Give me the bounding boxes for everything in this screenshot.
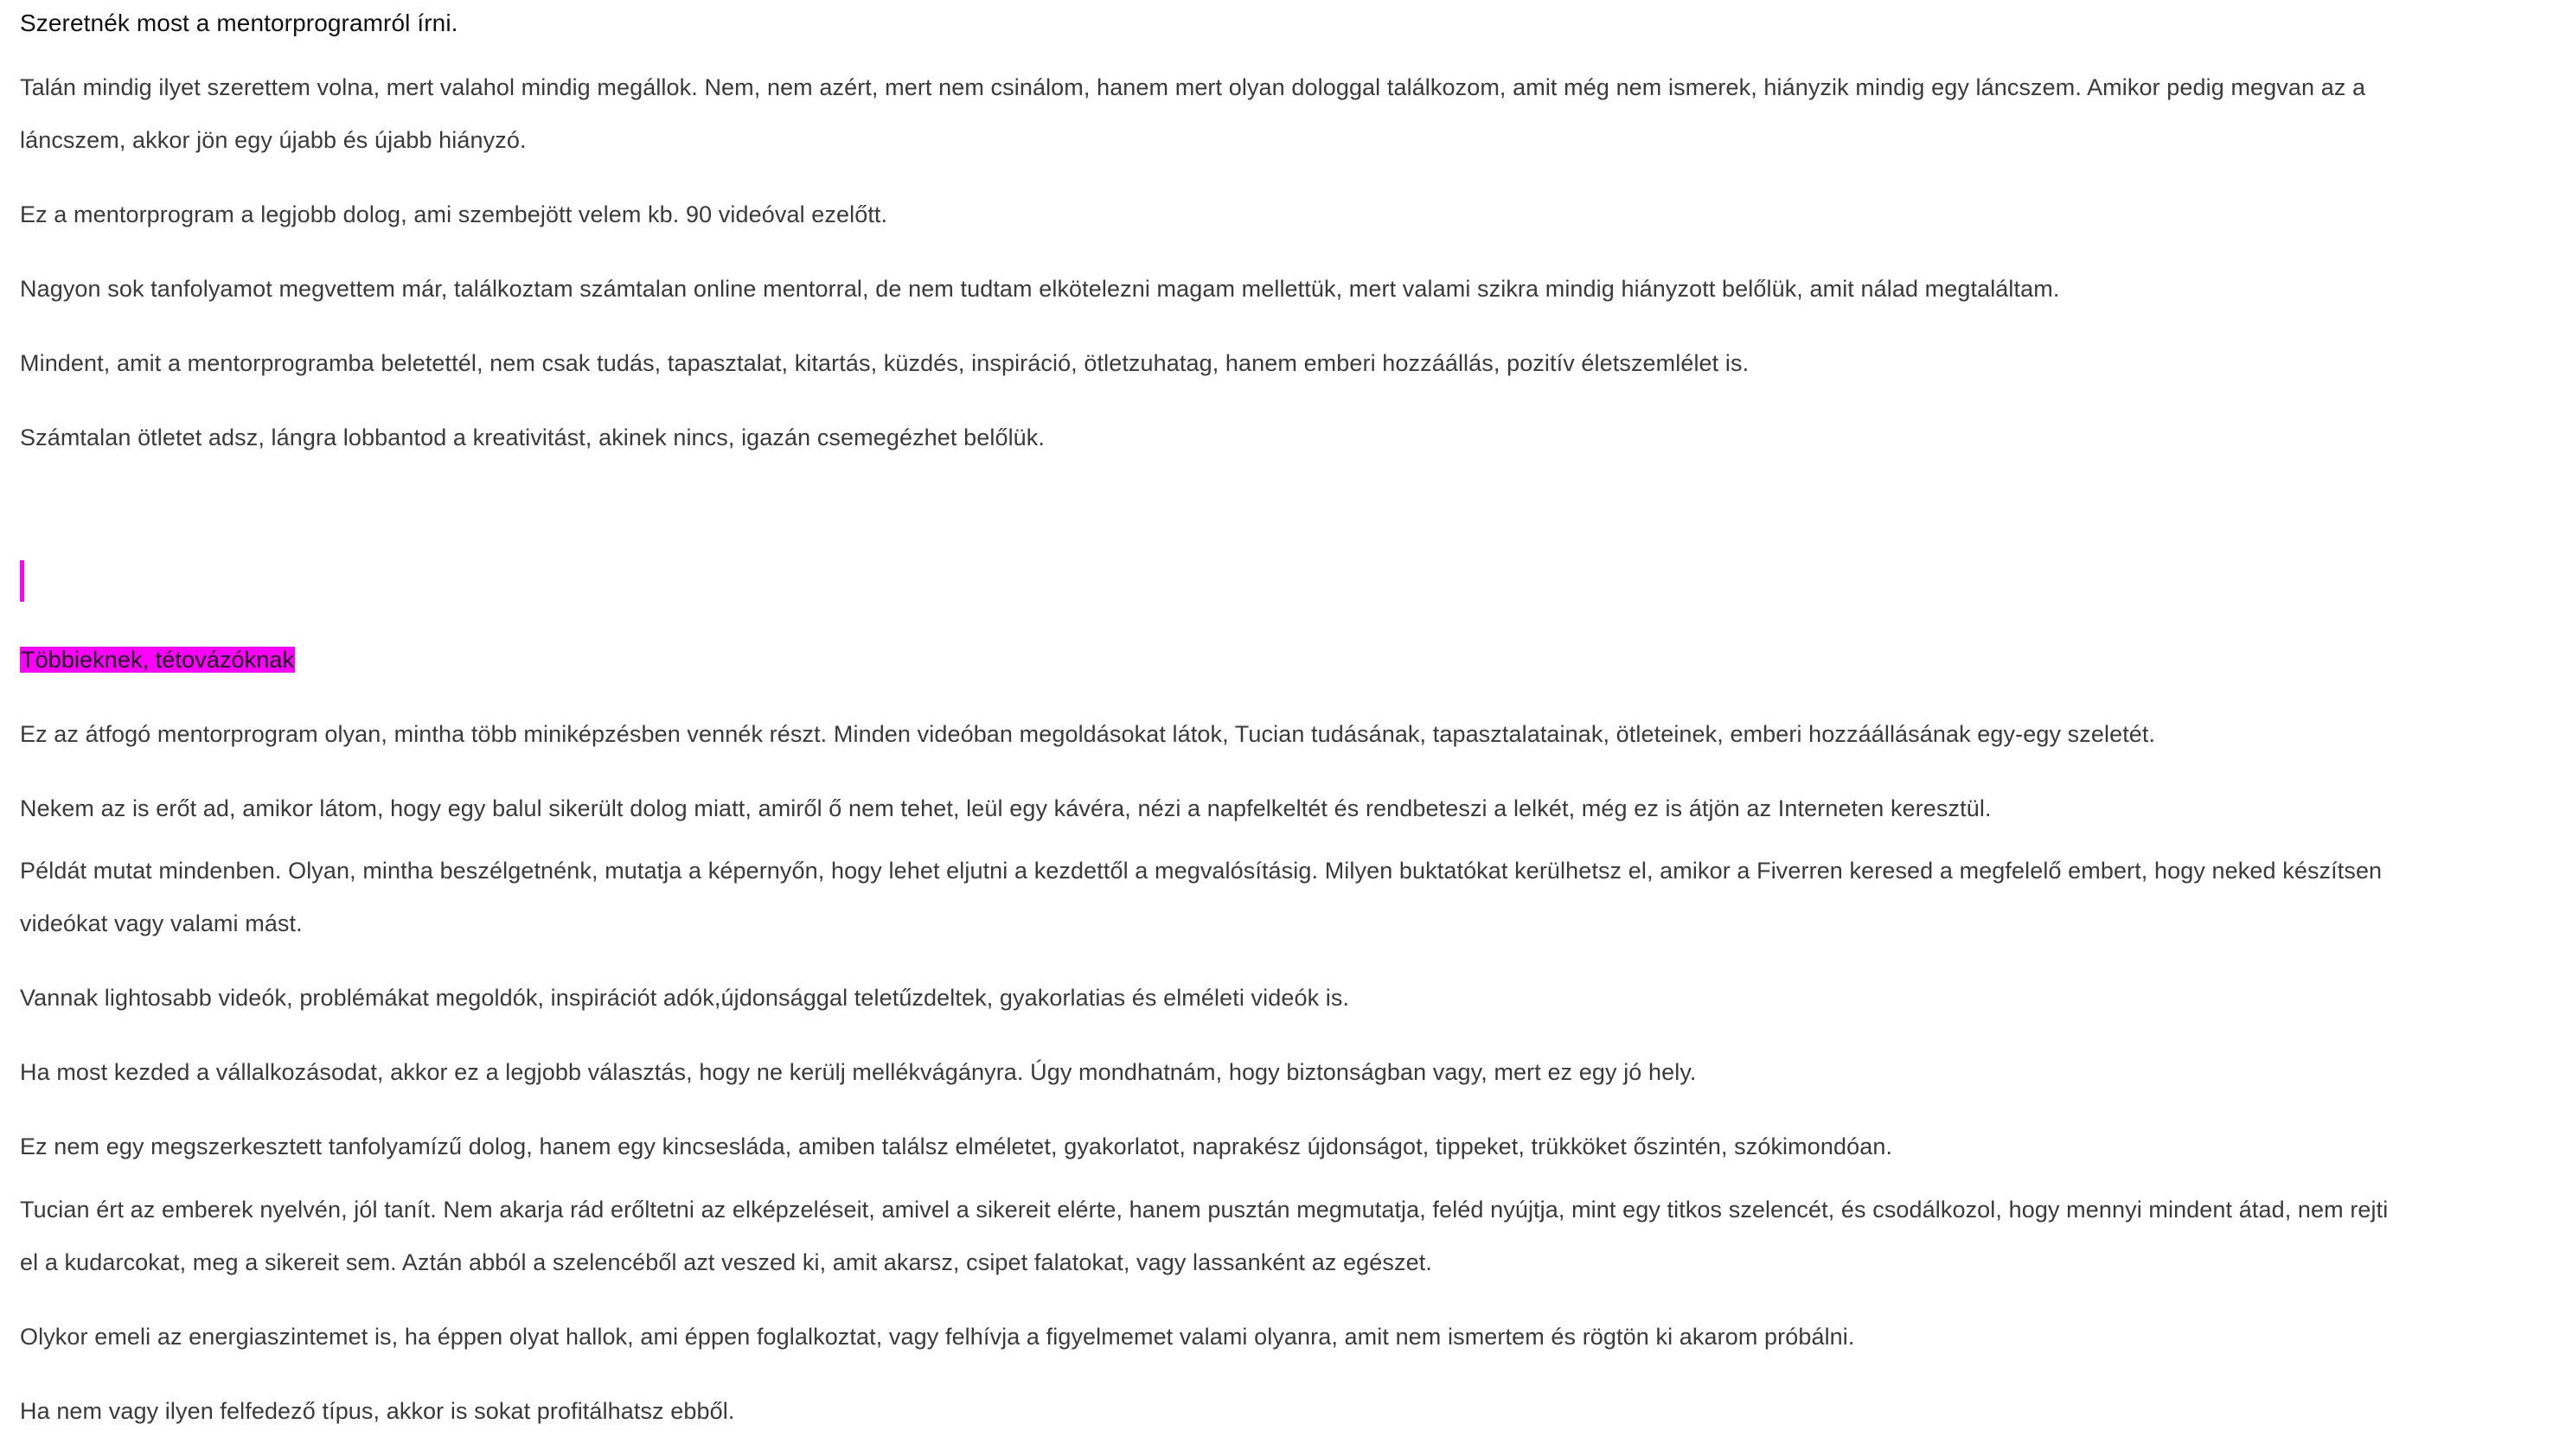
paragraph-10: Ha most kezded a vállalkozásodat, akkor ez a legjobb választás, hogy ne kerülj mellékvágányra. Úgy mondhatnám, hogy biztonságban vagy, mert ez egy jó hely. xyxy=(20,1059,1697,1085)
paragraph-4: Mindent, amit a mentorprogramba beletettél, nem csak tudás, tapasztalat, kitartás, küzdés, inspiráció, ötletzuhatag, hanem emberi hozzáállás, pozitív életszemlélet is. xyxy=(20,350,1750,376)
paragraph-9: Vannak lightosabb videók, problémákat megoldók, inspirációt adók,újdonsággal teletűzdeltek, gyakorlatias és elméleti videók is. xyxy=(20,985,1350,1011)
paragraph-6: Ez az átfogó mentorprogram olyan, mintha több miniképzésben vennék részt. Minden videóban megoldásokat látok, Tucian tudásának, tapasztalatainak, ötleteinek, emberi hozzáállásának egy-egy szeletét. xyxy=(20,721,2156,747)
paragraph-3: Nagyon sok tanfolyamot megvettem már, találkoztam számtalan online mentorral, de nem tudtam elkötelezni magam mellettük, mert valami szikra mindig hiányzott belőlük, amit nálad megtaláltam. xyxy=(20,276,2060,302)
paragraph-1-line-1: Talán mindig ilyet szerettem volna, mert valahol mindig megállok. Nem, nem azért, mert nem csinálom, hanem mert olyan dologgal találkozom, amit még nem ismerek, hiányzik mindig egy láncszem. Amikor pedig megvan az a xyxy=(20,74,2366,100)
text-cursor xyxy=(20,560,24,602)
paragraph-12-line-2: el a kudarcokat, meg a sikereit sem. Aztán abból a szelencéből azt veszed ki, amit akarsz, csipet falatokat, vagy lassanként az egészet. xyxy=(20,1249,1432,1275)
paragraph-2: Ez a mentorprogram a legjobb dolog, ami szembejött velem kb. 90 videóval ezelőtt. xyxy=(20,201,888,227)
paragraph-8-line-1: Példát mutat mindenben. Olyan, mintha beszélgetnénk, mutatja a képernyőn, hogy lehet eljutni a kezdettől a megvalósításig. Milyen buktatókat kerülhetsz el, amikor a Fiverren keresed a megfelelő embert, hogy neked készítsen xyxy=(20,858,2383,884)
paragraph-13: Olykor emeli az energiaszintemet is, ha éppen olyat hallok, ami éppen foglalkoztat, vagy felhívja a figyelmemet valami olyanra, amit nem ismertem és rögtön ki akarom próbálni. xyxy=(20,1324,1855,1350)
paragraph-7: Nekem az is erőt ad, amikor látom, hogy egy balul sikerült dolog miatt, amiről ő nem tehet, leül egy kávéra, nézi a napfelkeltét és rendbeteszi a lelkét, még ez is átjön az Interneten keresztül. xyxy=(20,795,1992,821)
paragraph-12-line-1: Tucian ért az emberek nyelvén, jól tanít. Nem akarja rád erőltetni az elképzeléseit, amivel a sikereit elérte, hanem pusztán megmutatja, feléd nyújtja, mint egy titkos szelencét, és csodálkozol, hogy mennyi mindent átad, nem rejti xyxy=(20,1197,2389,1223)
highlighted-subheading xyxy=(20,645,295,674)
paragraph-14: Ha nem vagy ilyen felfedező típus, akkor is sokat profitálhatsz ebből. xyxy=(20,1398,735,1424)
paragraph-1-line-2: láncszem, akkor jön egy újabb és újabb hiányzó. xyxy=(20,127,527,153)
paragraph-5: Számtalan ötletet adsz, lángra lobbantod a kreativitást, akinek nincs, igazán csemegézhet belőlük. xyxy=(20,425,1045,450)
paragraph-11: Ez nem egy megszerkesztett tanfolyamízű dolog, hanem egy kincsesláda, amiben találsz elméletet, gyakorlatot, naprakész újdonságot, tippeket, trükköket őszintén, szókimondóan. xyxy=(20,1134,1893,1159)
paragraph-8-line-2: videókat vagy valami mást. xyxy=(20,910,303,936)
document-heading: Szeretnék most a mentorprogramról írni. xyxy=(20,10,458,36)
highlighted-text: Többieknek, tétovázóknak xyxy=(21,647,295,673)
